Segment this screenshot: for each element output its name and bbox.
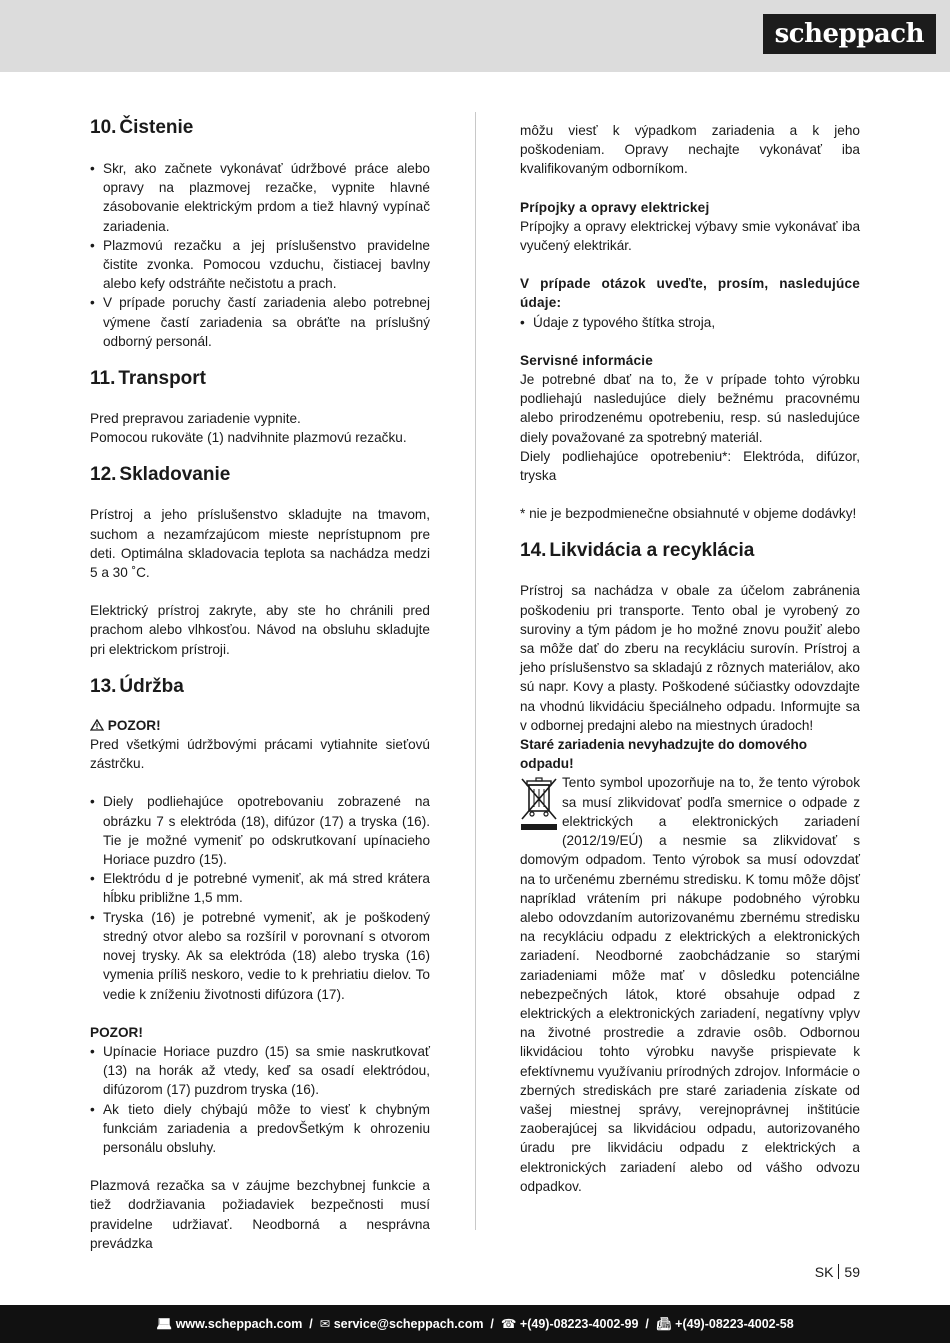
footer-separator: / <box>486 1317 498 1331</box>
section-13-heading <box>90 675 430 699</box>
section-number: 12. <box>90 464 117 486</box>
transport-line-2: Pomocou rukoväte (1) nadvihnite plazmovú rezačku. <box>90 430 407 446</box>
fax-icon: 📠︎ <box>655 1317 672 1331</box>
section-title: Transport <box>118 368 206 390</box>
weee-block <box>520 773 860 1195</box>
list-item: • Tryska (16) je potrebné vymeniť, ak je poškodený stredný otvor alebo sa rozšíril v porovnaní s otvorom novej trysky. Ak sa elektróda (18) alebo tryska (16) vymenia príliš neskoro, vedie to k prehriatiu dielov. To vedie k zníženiu životnosti difúzora (17). <box>90 908 430 1004</box>
maintenance-closing: Plazmová rezačka sa v záujme bezchybnej funkcie a tiež dodržiavania požiadaviek bezpečnosti musí pravidelne udržiavať. Neodborná a nesprávna prevádzka <box>90 1178 430 1251</box>
list-item: • Plazmovú rezačku a jej príslušenstvo pravidelne čistite zvonka. Pomocou vzduchu, čistiacej bavlny alebo kefy odstráňte nečistotu a prach. <box>90 236 430 294</box>
section-10-heading <box>90 116 430 140</box>
page-number-separator <box>838 1264 839 1279</box>
section-14-heading <box>520 539 860 563</box>
footer-fax: +(49)-08223-4002-58 <box>675 1317 794 1331</box>
footer-phone: +(49)-08223-4002-99 <box>519 1317 639 1331</box>
warning-label-text: POZOR! <box>107 717 161 733</box>
list-item: • Údaje z typového štítka stroja, <box>520 313 860 332</box>
storage-paragraph-1: Prístroj a jeho príslušenstvo skladujte na tmavom, suchom a nezamŕzajúcom mieste neprístupnom pre deti. Optimálna skladovacia teplota sa nachádza medzi 5 a 30 ˚C. <box>90 507 430 581</box>
section-title: Čistenie <box>119 117 194 138</box>
caution-label: POZOR! <box>90 1024 143 1040</box>
warning-text: Pred všetkými údržbovými prácami vytiahnite sieťovú zástrčku. <box>90 737 430 772</box>
left-column <box>90 116 430 1253</box>
footer-separator: / <box>305 1317 317 1331</box>
list-item: • Upínacie Horiace puzdro (15) sa smie naskrutkovať (13) na horák až vtedy, keď sa osadí elektródou, difúzorom (17) puzdrom tryska (16). <box>90 1042 430 1100</box>
page-number-value: 59 <box>844 1264 860 1280</box>
footnote: * nie je bezpodmienečne obsiahnuté v objeme dodávky! <box>520 506 857 522</box>
scheppach-logo: scheppach <box>763 14 936 54</box>
service-paragraph-2: Diely podliehajúce opotrebeniu*: Elektróda, difúzor, tryska <box>520 448 860 484</box>
section-number: 11. <box>90 368 116 390</box>
crossed-bin-icon <box>520 775 558 833</box>
header-bar <box>0 0 950 72</box>
cleaning-list <box>90 159 430 351</box>
section-12-heading <box>90 463 430 487</box>
footer-separator: / <box>641 1317 653 1331</box>
maintenance-list <box>90 792 430 1003</box>
list-item: • Elektródu d je potrebné vymeniť, ak má stred krátera hĺbku približne 1,5 mm. <box>90 869 430 907</box>
language-code: SK <box>814 1264 834 1280</box>
connections-text: Prípojky a opravy elektrickej výbavy smie vykonávať iba vyučený elektrikár. <box>520 218 860 254</box>
footer-email[interactable]: service@scheppach.com <box>333 1317 484 1331</box>
disposal-bold-heading: Staré zariadenia nevyhadzujte do domového odpadu! <box>520 737 808 772</box>
caution-list <box>90 1042 430 1157</box>
service-title: Servisné informácie <box>520 352 654 368</box>
page-number <box>815 1264 860 1280</box>
section-number: 10. <box>90 117 117 138</box>
computer-icon: 💻︎ <box>156 1317 173 1331</box>
warning-label <box>90 716 430 735</box>
service-paragraph-1: Je potrebné dbať na to, že v prípade tohto výrobku podliehajú nasledujúce diely bežnému pracovnému alebo prirodzenému opotrebeniu, resp. sú nasledujúce diely považované za spotrebný materiál. <box>520 372 860 445</box>
section-number: 13. <box>90 675 117 697</box>
section-title: Údržba <box>119 675 184 697</box>
connections-title: Prípojky a opravy elektrickej <box>520 199 710 215</box>
disposal-paragraph: Prístroj sa nachádza v obale za účelom zabránenia poškodeniu pri transporte. Tento obal je vyrobený zo suroviny a tým pádom je ho možné znovu použiť alebo sa môže dať do zberu na recykláciu surovín. Prístroj a jeho príslušenstvo sa skladajú z rôznych materiálov, ako sú napr. Kovy a plasty. Poškodené súčiastky odovzdajte na vhodnú likvidáciu špeciálneho odpadu. Informujte sa v odbornej predajni alebo na miestnych úradoch! <box>520 583 860 733</box>
questions-title: V prípade otázok uveďte, prosím, nasledujúce údaje: <box>520 276 860 311</box>
storage-paragraph-2: Elektrický prístroj zakryte, aby ste ho chránili pred prachom alebo vlhkosťou. Návod na obsluhu skladujte pri elektrickom prístroji. <box>90 603 430 657</box>
footer-bar <box>0 1305 950 1343</box>
section-title: Skladovanie <box>119 464 231 486</box>
section-number: 14. <box>520 540 547 562</box>
section-11-heading <box>90 367 430 391</box>
list-item: • V prípade poruchy častí zariadenia alebo potrebnej výmene častí zariadenia sa obráťte na príslušný odborný personál. <box>90 293 430 351</box>
warning-triangle-icon <box>90 719 104 731</box>
list-item: • Ak tieto diely chýbajú môže to viesť k chybným funkciám zariadenia a predovŠetkým k ohrozeniu personálu obsluhy. <box>90 1100 430 1158</box>
list-item: • Diely podliehajúce opotrebovaniu zobrazené na obrázku 7 s elektróda (18), difúzor (17) a tryska (16). Tie je možné vymeniť po odskrutkovaní upínacieho Horiace puzdro (15). <box>90 792 430 869</box>
right-column <box>520 121 860 1196</box>
phone-icon: ☎︎ <box>500 1317 517 1331</box>
column-divider <box>475 112 476 1230</box>
footer-website[interactable]: www.scheppach.com <box>175 1317 303 1331</box>
continuation-paragraph: môžu viesť k výpadkom zariadenia a k jeho poškodeniam. Opravy nechajte vykonávať iba kvalifikovaným odborníkom. <box>520 123 860 177</box>
list-item: • Skr, ako začnete vykonávať údržbové práce alebo opravy na plazmovej rezačke, vypnite hlavné zásobovanie elektrickým prdom a tiež hlavný vypínač zariadenia. <box>90 159 430 236</box>
envelope-icon: ✉︎ <box>319 1317 331 1331</box>
transport-line-1: Pred prepravou zariadenie vypnite. <box>90 411 301 427</box>
questions-list <box>520 313 860 332</box>
weee-text: Tento symbol upozorňuje na to, že tento výrobok sa musí zlikvidovať podľa smernice o odpade z elektrických a elektronických zariadení (2012/19/EÚ) a nesmie sa zlikvidovať s domovým odpadom. Tento výrobok sa musí odovzdať na to určenému zbernému stredisku. K tomu môže dôjsť napríklad vrátením pri nákupe podobného výrobku alebo odovzdaním autorizovanému zbernému stredisku na recykláciu odpadu z elektrických a elektronických zariadení. Neodborné zaobchádzanie so starými zariadeniami môže mať v dôsledku potenciálne nebezpečných látok, ktoré obsahuje odpad z elektrických a elektronických zariadení, negatívny vplyv na životné prostredie a zdravie osôb. Odbornou likvidáciou tohto výrobku navyše prispievate k efektívnemu využívaniu prírodných zdrojov. Informácie o zberných strediskách pre staré zariadenia získate od vašej miestnej správy, verejnoprávnej inštitúcie zaoberajúcej sa likvidáciou odpadu, autorizovaného úradu pre likvidáciu odpadu z elektrických a elektronických zariadení alebo od vášho odvozu odpadkov. <box>520 775 860 1194</box>
section-title: Likvidácia a recyklácia <box>549 540 755 562</box>
